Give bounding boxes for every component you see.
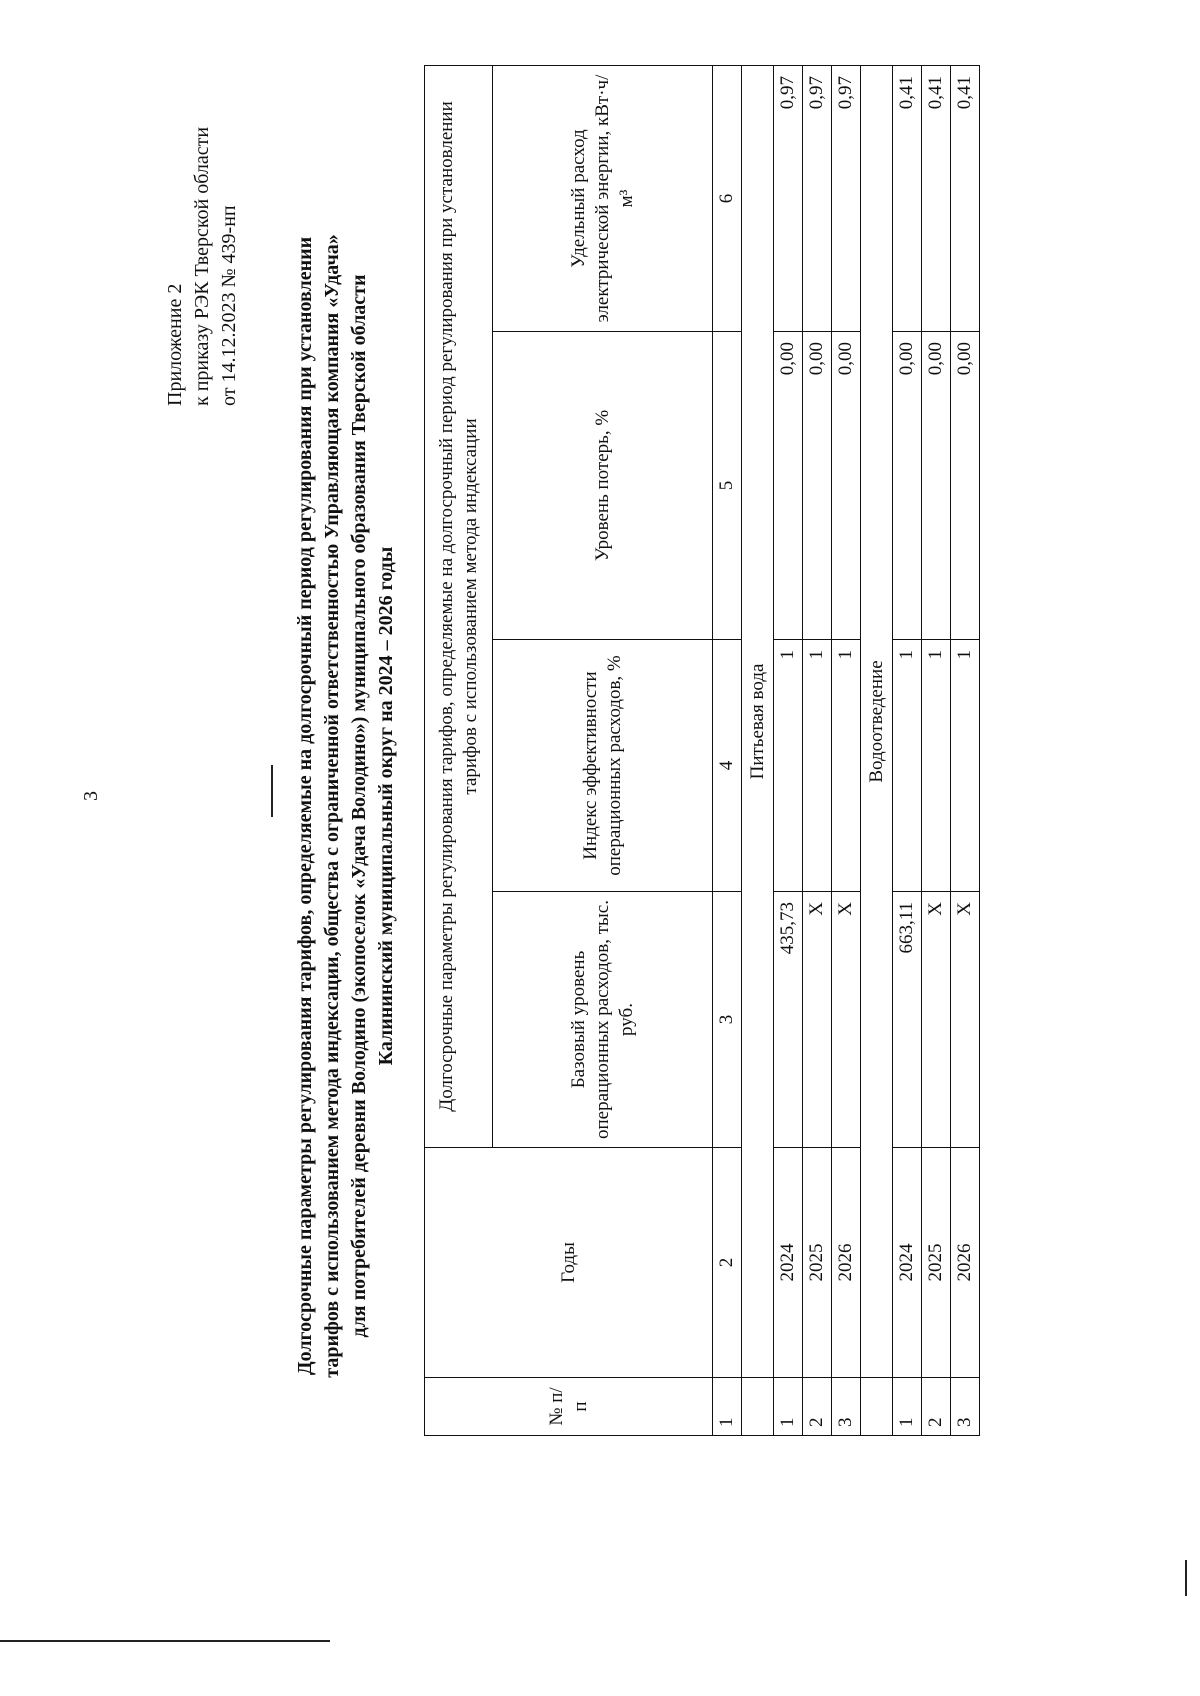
cell-base: Х (832, 892, 861, 1148)
cell-losses: 0,00 (922, 332, 951, 640)
cell-energy: 0,41 (951, 65, 980, 331)
col-number: 2 (713, 1148, 742, 1378)
appendix-block (162, 127, 243, 406)
appendix-line-3: от 14.12.2023 № 439-нп (218, 205, 240, 406)
col-number: 4 (713, 640, 742, 892)
cell-energy: 0,97 (774, 65, 803, 331)
cell-num: 3 (951, 1378, 980, 1436)
cell-losses: 0,00 (774, 332, 803, 640)
page-number: 3 (80, 791, 102, 801)
cell-energy: 0,97 (832, 65, 861, 331)
header-group: Долгосрочные параметры регулирования тарифов, определяемые на долгосрочный период регулирования при установлении тарифов с использованием метода индексации (425, 65, 493, 1147)
cell-year: 2025 (922, 1148, 951, 1378)
header-num: № п/п (425, 1378, 713, 1436)
table-row (951, 65, 980, 1435)
header-years: Годы (425, 1148, 713, 1378)
header-losses: Уровень потерь, % (493, 332, 713, 640)
cell-base: Х (922, 892, 951, 1148)
cell-base: 663,11 (893, 892, 922, 1148)
cell-index: 1 (951, 640, 980, 892)
cell-base: 435,73 (774, 892, 803, 1148)
scan-edge-line (271, 765, 273, 817)
cell-num: 2 (803, 1378, 832, 1436)
cell-num: 2 (922, 1378, 951, 1436)
cell-num: 1 (893, 1378, 922, 1436)
column-numbers-row (713, 65, 742, 1435)
appendix-line-2: к приказу РЭК Тверской области (191, 126, 213, 406)
scan-edge-line (0, 1640, 330, 1642)
header-base-opex: Базовый уровень операционных расходов, тыс. руб. (493, 892, 713, 1148)
cell-index: 1 (922, 640, 951, 892)
section-row (742, 65, 774, 1435)
table-row (893, 65, 922, 1435)
table-row (922, 65, 951, 1435)
header-energy: Удельный расход электрической энергии, кВт·ч/м³ (493, 65, 713, 331)
col-number: 6 (713, 65, 742, 331)
cell-year: 2025 (803, 1148, 832, 1378)
section-row (861, 65, 893, 1435)
cell-losses: 0,00 (893, 332, 922, 640)
header-row-1 (425, 65, 493, 1435)
cell-num: 3 (832, 1378, 861, 1436)
cell-index: 1 (893, 640, 922, 892)
col-number: 5 (713, 332, 742, 640)
cell-energy: 0,41 (893, 65, 922, 331)
cell-energy: 0,97 (803, 65, 832, 331)
cell-losses: 0,00 (951, 332, 980, 640)
cell-year: 2024 (774, 1148, 803, 1378)
cell-year: 2026 (832, 1148, 861, 1378)
col-number: 3 (713, 892, 742, 1148)
col-number: 1 (713, 1378, 742, 1436)
table-row (774, 65, 803, 1435)
cell-base: Х (951, 892, 980, 1148)
cell-year: 2026 (951, 1148, 980, 1378)
cell-energy: 0,41 (922, 65, 951, 331)
title-line-4: Калининский муниципальный округ на 2024 – 2026 годы (375, 546, 397, 1066)
title-line-1: Долгосрочные параметры регулирования тарифов, определяемые на долгосрочный период регулирования при установлении (294, 236, 316, 1376)
cell-num: 1 (774, 1378, 803, 1436)
cell-index: 1 (832, 640, 861, 892)
scan-edge-line (1185, 1560, 1187, 1596)
header-efficiency-index: Индекс эффективности операционных расходов, % (493, 640, 713, 892)
cell-losses: 0,00 (832, 332, 861, 640)
cell-base: Х (803, 892, 832, 1148)
table-row (803, 65, 832, 1435)
cell-index: 1 (774, 640, 803, 892)
section-title: Водоотведение (861, 65, 893, 1377)
table-row (832, 65, 861, 1435)
document-title (292, 116, 400, 1496)
cell-index: 1 (803, 640, 832, 892)
cell-year: 2024 (893, 1148, 922, 1378)
title-line-2: тарифов с использованием метода индексации, общества с ограниченной ответственностью Управляющая компания «Удача» (321, 234, 343, 1378)
appendix-line-1: Приложение 2 (164, 283, 186, 406)
title-line-3: для потребителей деревни Володино (экопоселок «Удача Володино») муниципального образования Тверской области (348, 274, 370, 1338)
cell-losses: 0,00 (803, 332, 832, 640)
parameters-table (424, 65, 980, 1436)
section-title: Питьевая вода (742, 65, 774, 1377)
